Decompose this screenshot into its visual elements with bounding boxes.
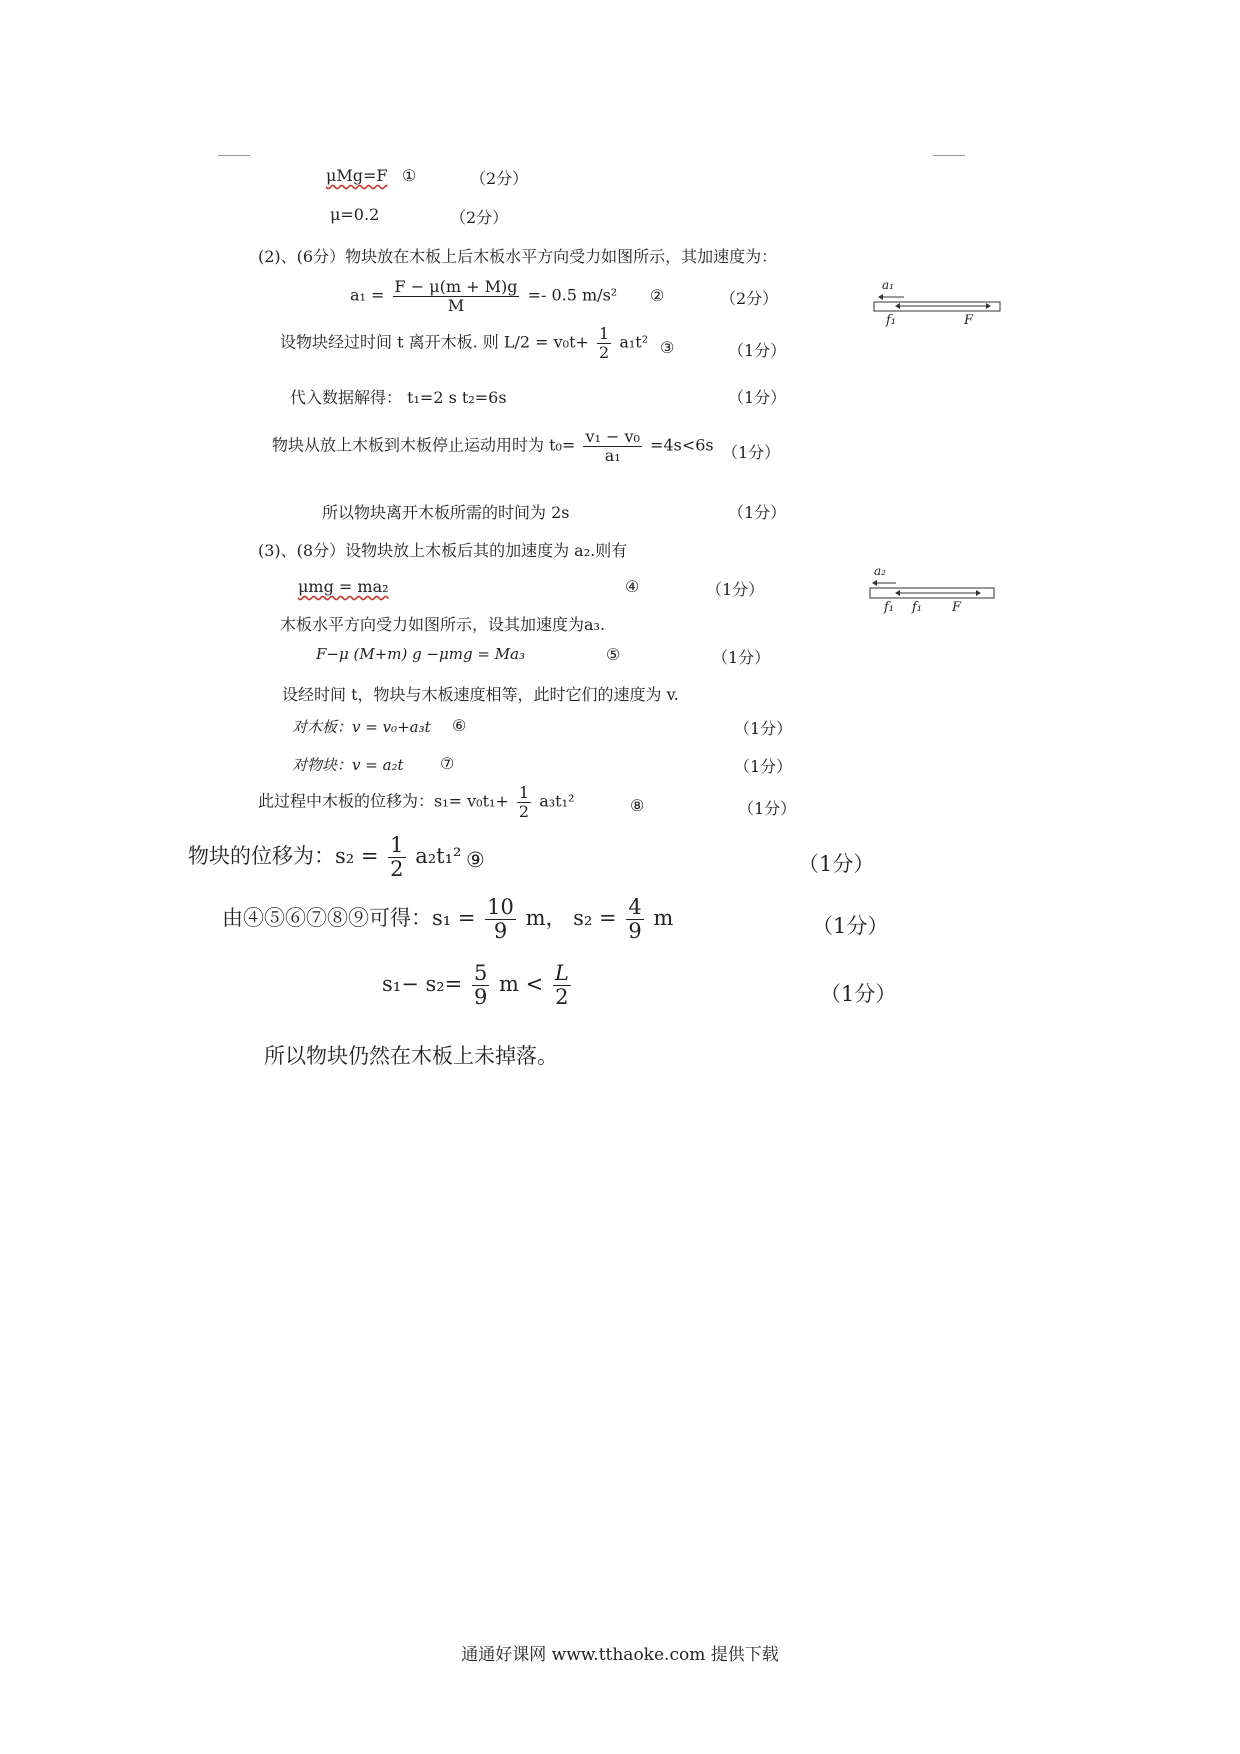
eq9-fraction (388, 834, 405, 881)
eq-time-mark: ③ (660, 338, 675, 357)
diagram2-label-f1: f₁ (884, 600, 895, 615)
eq8-fraction (517, 784, 531, 820)
eq9-text: 物块的位移为：s₂ = (188, 844, 379, 869)
eq-a1-rhs: =- 0.5 m/s² (527, 285, 618, 305)
equal-speed-text: 设经时间 t，物块与木板速度相等，此时它们的速度为 v. (282, 685, 679, 704)
eq-time-frac-den: 2 (599, 342, 610, 362)
eq-time-fraction (597, 325, 611, 361)
mu-value-score: （2分） (450, 208, 509, 227)
eq4 (298, 577, 389, 596)
eq8-frac-den: 2 (518, 801, 530, 821)
result-s2-num: 4 (628, 895, 642, 919)
eq-a1-lhs: a₁ = (350, 285, 385, 305)
eq8-tail: a₃t₁² (539, 791, 575, 811)
diff-fraction (472, 962, 489, 1009)
eq8 (258, 784, 574, 820)
eq5-score: （1分） (712, 648, 771, 667)
force-diagram-1 (868, 278, 1008, 334)
diff-L-fraction (553, 962, 571, 1009)
eq-time-tail: a₁t² (619, 332, 649, 352)
eq6-score: （1分） (734, 719, 793, 738)
eq9-frac-num: 1 (390, 833, 404, 857)
eq8-score: （1分） (738, 799, 797, 818)
result-unit: m (653, 906, 674, 931)
eq-stop-den: a₁ (604, 445, 621, 465)
result-s1-den: 9 (493, 919, 508, 944)
result-s1-fraction (485, 896, 516, 943)
force-diagram-2 (860, 564, 1000, 620)
eq-stop-score: （1分） (722, 443, 781, 462)
eq-friction-mark: ① (402, 166, 417, 185)
eq7-score: （1分） (734, 757, 793, 776)
eq6-mark: ⑥ (452, 716, 467, 735)
result-s1-num: 10 (487, 895, 514, 919)
corner-mark-left (218, 155, 250, 156)
eq-time-text: 设物块经过时间 t 离开木板. 则 L/2 = v₀t+ (280, 332, 589, 352)
result-text: 由④⑤⑥⑦⑧⑨可得：s₁ = (222, 906, 476, 931)
eq-a1-denominator: M (447, 295, 465, 315)
eq-a1-score: （2分） (720, 289, 779, 308)
eq4-text: μmg = ma₂ (298, 577, 389, 596)
eq5-mark: ⑤ (606, 645, 621, 664)
diagram1-label-F: F (964, 313, 974, 328)
eq-friction-score: （2分） (470, 169, 529, 188)
eq-time (280, 325, 648, 361)
eq5-text: F−μ (M+m) g −μmg = Ma₃ (316, 645, 526, 663)
eq9-mark: ⑨ (466, 848, 485, 872)
eq5 (316, 645, 525, 663)
eq8-frac-num: 1 (518, 783, 530, 802)
diff-line (382, 962, 574, 1009)
eq-stop-num: v₁ − v₀ (585, 427, 640, 446)
eq8-mark: ⑧ (630, 796, 645, 815)
part2-conclusion-score: （1分） (728, 503, 787, 522)
diagram1-label-a1: a₁ (882, 278, 894, 292)
eq4-mark: ④ (625, 577, 640, 596)
solve-score: （1分） (728, 388, 787, 407)
result-s2-fraction (626, 896, 643, 943)
final-conclusion: 所以物块仍然在木板上未掉落。 (264, 1044, 558, 1068)
eq-stop (272, 428, 714, 464)
eq4-score: （1分） (706, 580, 765, 599)
eq-time-score: （1分） (728, 341, 787, 360)
result-s2-den: 9 (628, 919, 642, 944)
part2-conclusion: 所以物块离开木板所需的时间为 2s (322, 503, 570, 522)
eq7-mark: ⑦ (440, 754, 455, 773)
diff-den: 9 (473, 985, 488, 1010)
diff-text: s₁− s₂= (382, 972, 463, 997)
diagram2-label-a2: a₂ (874, 564, 886, 578)
diff-num: 5 (473, 961, 488, 985)
part3-heading: (3)、(8分）设物块放上木板后其的加速度为 a₂.则有 (258, 541, 628, 560)
board-text: 木板水平方向受力如图所示，设其加速度为a₃. (280, 615, 606, 634)
eq7 (292, 754, 404, 775)
eq8-text: 此过程中木板的位移为：s₁= v₀t₁+ (258, 791, 509, 811)
eq-stop-fraction (583, 428, 641, 464)
eq-a1-fraction (393, 278, 520, 314)
diff-L-num: L (554, 961, 569, 985)
result-line (222, 896, 673, 943)
eq-friction-text: μMg=F (326, 166, 388, 185)
diff-L-den: 2 (555, 985, 569, 1010)
eq-a1 (350, 278, 617, 314)
mu-value: μ=0.2 (330, 205, 380, 224)
eq9 (188, 834, 461, 881)
diagram2-label-F: F (952, 600, 962, 615)
page-footer: 通通好课网 www.tthaoke.com 提供下载 (461, 1645, 779, 1665)
eq-a1-numerator: F − μ(m + M)g (394, 277, 518, 296)
eq-stop-text: 物块从放上木板到木板停止运动用时为 t₀= (272, 435, 576, 455)
diagram2-label-f2: f₁ (912, 600, 923, 615)
result-score: （1分） (812, 914, 889, 938)
eq9-frac-den: 2 (390, 857, 404, 882)
eq-time-frac-num: 1 (599, 324, 610, 343)
eq6-text: 对木板：v = v₀+a₃t (292, 718, 431, 736)
eq7-text: 对物块：v = a₂t (292, 756, 404, 774)
diff-score: （1分） (820, 982, 897, 1006)
diff-mid: m < (499, 972, 544, 997)
eq-a1-mark: ② (650, 286, 665, 305)
result-mid: m， s₂ = (525, 906, 617, 931)
eq-friction (326, 166, 388, 185)
diagram1-label-f1: f₁ (886, 313, 897, 328)
corner-mark-right (933, 155, 965, 156)
eq6 (292, 716, 431, 737)
eq9-tail: a₂t₁² (415, 844, 462, 869)
solve-line: 代入数据解得： t₁=2 s t₂=6s (290, 388, 507, 407)
part2-heading: (2)、(6分）物块放在木板上后木板水平方向受力如图所示，其加速度为： (258, 247, 778, 266)
eq9-score: （1分） (798, 852, 875, 876)
eq-stop-tail: =4s<6s (650, 435, 714, 455)
